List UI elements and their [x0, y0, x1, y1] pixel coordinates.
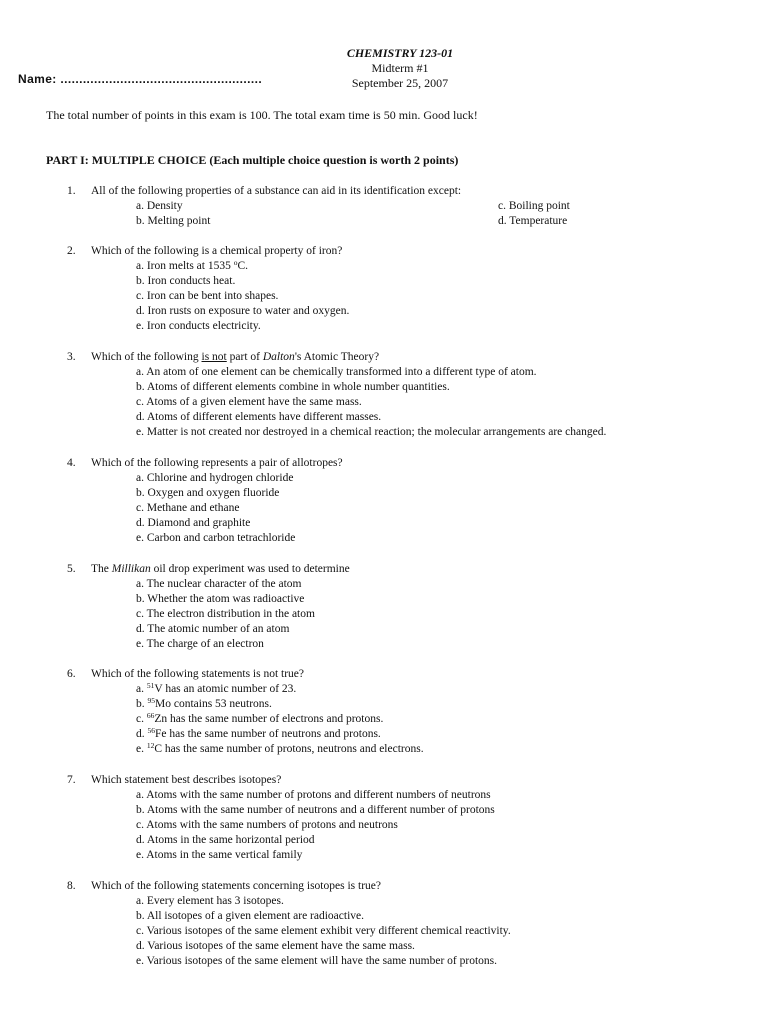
question-number: 6.	[67, 668, 76, 680]
option-a: a. An atom of one element can be chemically transformed into a different type of atom.	[136, 366, 537, 378]
question-number: 1.	[67, 185, 76, 197]
question-number: 2.	[67, 245, 76, 257]
option-d: d. Temperature	[498, 215, 568, 227]
section-heading: PART I: MULTIPLE CHOICE (Each multiple choice question is worth 2 points)	[46, 153, 459, 167]
question-stem: Which of the following represents a pair of allotropes?	[91, 457, 343, 469]
option-c: c. Various isotopes of the same element exhibit very different chemical reactivity.	[136, 925, 511, 937]
answer-options	[136, 577, 315, 652]
option-a: a. Every element has 3 isotopes.	[136, 895, 284, 907]
answer-options	[136, 682, 424, 757]
option-d: d. $^{56}$Fe has the same number of neutrons and protons.	[136, 726, 381, 740]
option-e: e. The charge of an electron	[136, 638, 264, 650]
option-d: d. Atoms of different elements have different masses.	[136, 411, 382, 423]
option-b: b. Whether the atom was radioactive	[136, 593, 305, 605]
answer-options	[136, 199, 580, 229]
option-d: d. Various isotopes of the same element have the same mass.	[136, 940, 415, 952]
course-title: CHEMISTRY 123-01	[346, 46, 454, 60]
option-b: b. Iron conducts heat.	[136, 275, 236, 287]
option-b: b. $^{95}$Mo contains 53 neutrons.	[136, 696, 272, 710]
option-d: d. Diamond and graphite	[136, 517, 251, 529]
option-a: a. The nuclear character of the atom	[136, 578, 302, 590]
option-e: e. Atoms in the same vertical family	[136, 849, 303, 861]
answer-options	[136, 259, 349, 334]
question-stem: The Millikan oil drop experiment was used to determine	[91, 563, 350, 575]
option-a: a. Chlorine and hydrogen chloride	[136, 472, 294, 484]
option-c: c. The electron distribution in the atom	[136, 608, 315, 620]
question-number: 3.	[67, 351, 76, 363]
option-e: e. $^{12}$C has the same number of protons, neutrons and electrons.	[136, 741, 424, 755]
answer-options	[136, 365, 606, 440]
option-e: e. Matter is not created nor destroyed in a chemical reaction; the molecular arrangements are changed.	[136, 426, 607, 438]
option-c: c. Iron can be bent into shapes.	[136, 290, 279, 302]
option-b: b. Melting point	[136, 215, 211, 227]
answer-options	[136, 894, 511, 969]
option-b: b. All isotopes of a given element are radioactive.	[136, 910, 365, 922]
option-e: e. Carbon and carbon tetrachloride	[136, 532, 296, 544]
option-b: b. Oxygen and oxygen fluoride	[136, 487, 280, 499]
question-stem: Which of the following statements is not true?	[91, 668, 305, 680]
question-stem: All of the following properties of a substance can aid in its identification except:	[91, 185, 462, 197]
question-stem: Which of the following is not part of Dalton's Atomic Theory?	[91, 351, 380, 363]
option-b: b. Atoms of different elements combine in whole number quantities.	[136, 381, 450, 393]
question-number: 5.	[67, 563, 76, 575]
question-number: 8.	[67, 880, 76, 892]
question-number: 4.	[67, 457, 76, 469]
answer-options	[136, 788, 495, 863]
option-c: c. Methane and ethane	[136, 502, 240, 514]
question-number: 7.	[67, 774, 76, 786]
question-stem: Which statement best describes isotopes?	[91, 774, 282, 786]
exam-instructions: The total number of points in this exam is 100. The total exam time is 50 min. Good luck!	[46, 108, 478, 122]
name-field-label: Name: ......................................................	[18, 72, 263, 86]
option-e: e. Iron conducts electricity.	[136, 320, 261, 332]
option-c: c. Atoms of a given element have the same mass.	[136, 396, 362, 408]
option-d: d. Iron rusts on exposure to water and oxygen.	[136, 305, 350, 317]
option-d: d. Atoms in the same horizontal period	[136, 834, 315, 846]
option-d: d. The atomic number of an atom	[136, 623, 290, 635]
option-e: e. Various isotopes of the same element will have the same number of protons.	[136, 955, 497, 967]
option-b: b. Atoms with the same number of neutrons and a different number of protons	[136, 804, 495, 816]
option-c: c. $^{66}$Zn has the same number of electrons and protons.	[136, 711, 384, 725]
answer-options	[136, 471, 295, 546]
option-a: a. $^{51}$V has an atomic number of 23.	[136, 681, 297, 695]
option-c: c. Boiling point	[498, 200, 570, 212]
option-a: a. Atoms with the same number of protons and different numbers of neutrons	[136, 789, 491, 801]
option-a: a. Iron melts at 1535 $^o$C.	[136, 258, 249, 272]
question-stem: Which of the following is a chemical property of iron?	[91, 245, 343, 257]
exam-title: Midterm #1	[371, 61, 429, 75]
exam-date: September 25, 2007	[351, 76, 449, 90]
option-c: c. Atoms with the same numbers of protons and neutrons	[136, 819, 398, 831]
exam-header	[300, 46, 500, 91]
option-a: a. Density	[136, 200, 183, 212]
question-stem: Which of the following statements concerning isotopes is true?	[91, 880, 381, 892]
